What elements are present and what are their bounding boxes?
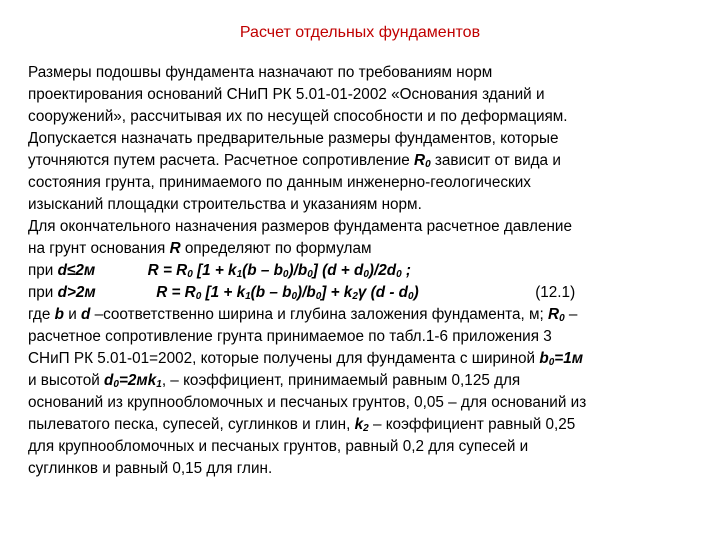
symbol-b: b bbox=[54, 306, 64, 323]
text-line: Для окончательного назначения размеров фундамента расчетное давление bbox=[28, 218, 572, 235]
text-line: расчетное сопротивление грунта принимаемое по табл.1-6 приложения 3 bbox=[28, 328, 552, 345]
symbol-k2: $k_2$ bbox=[354, 416, 369, 434]
text-line: пылеватого песка, супесей, суглинков и глин, $k_2$ – коэффициент равный 0,25 bbox=[28, 416, 576, 434]
text-line bbox=[28, 238, 692, 260]
text-line: для крупнообломочных и песчаных грунтов, равный 0,2 для супесей и bbox=[28, 438, 529, 455]
text-run: уточняются путем расчета. Расчетное сопротивление bbox=[28, 152, 410, 169]
formula-line-2 bbox=[28, 282, 692, 304]
text-run: определяют по формулам bbox=[184, 240, 372, 257]
text-run: на грунт основания bbox=[28, 240, 166, 257]
formula-line-1 bbox=[28, 260, 692, 282]
symbol-b0: $b_0=1м$ bbox=[539, 350, 584, 368]
text-line: где b и d –соответственно ширина и глубина заложения фундамента, м; $R_0$ – bbox=[28, 306, 578, 324]
formula-2: $R = R_0$ $[1 + k_1(b - b_0)/b_0] + k_2\gamma$ $(d - d_0)$ bbox=[156, 284, 419, 302]
symbol-r0: $R_0$ bbox=[414, 152, 431, 170]
text-run: зависит от вида и bbox=[434, 152, 561, 169]
symbol-d0: $d_0=2м$ bbox=[104, 372, 148, 390]
condition-1: d≤2м bbox=[57, 262, 96, 279]
text-line: изысканий площадки строительства и указаниям норм. bbox=[28, 196, 422, 213]
text-run: при bbox=[28, 284, 54, 301]
slide-title: Расчет отдельных фундаментов bbox=[239, 24, 481, 41]
text-line: суглинков и равный 0,15 для глин. bbox=[28, 460, 273, 477]
symbol-r: R bbox=[169, 240, 181, 257]
symbol-r0: $R_0$ bbox=[548, 306, 565, 324]
text-line: СНиП РК 5.01-01=2002, которые получены для фундамента с шириной $b_0=1м$ bbox=[28, 350, 584, 368]
equation-number: (12.1) bbox=[535, 284, 576, 301]
text-line: состояния грунта, принимаемого по данным инженерно-геологических bbox=[28, 174, 531, 191]
symbol-d: d bbox=[80, 306, 91, 323]
text-line: оснований из крупнообломочных и песчаных грунтов, 0,05 – для оснований из bbox=[28, 394, 587, 411]
text-line: сооружений», рассчитывая их по несущей способности и по деформациям. bbox=[28, 108, 568, 125]
formula-1: $R = R_0$ $[1 + k_1(b - b_0)/b_0]$ $(d + d_0)/2d_0$ ; bbox=[147, 262, 411, 280]
text-line: и высотой $d_0=2мk_1$, – коэффициент, принимаемый равным 0,125 для bbox=[28, 372, 521, 390]
text-line bbox=[28, 150, 692, 172]
condition-2: d>2м bbox=[57, 284, 96, 301]
slide-body bbox=[28, 62, 692, 480]
text-line: Размеры подошвы фундамента назначают по требованиям норм bbox=[28, 64, 493, 81]
text-line: проектирования оснований СНиП РК 5.01-01-2002 «Основания зданий и bbox=[28, 86, 545, 103]
symbol-k1: $k_1$ bbox=[147, 372, 162, 390]
text-line: Допускается назначать предварительные размеры фундаментов, которые bbox=[28, 130, 559, 147]
text-run: при bbox=[28, 262, 54, 279]
